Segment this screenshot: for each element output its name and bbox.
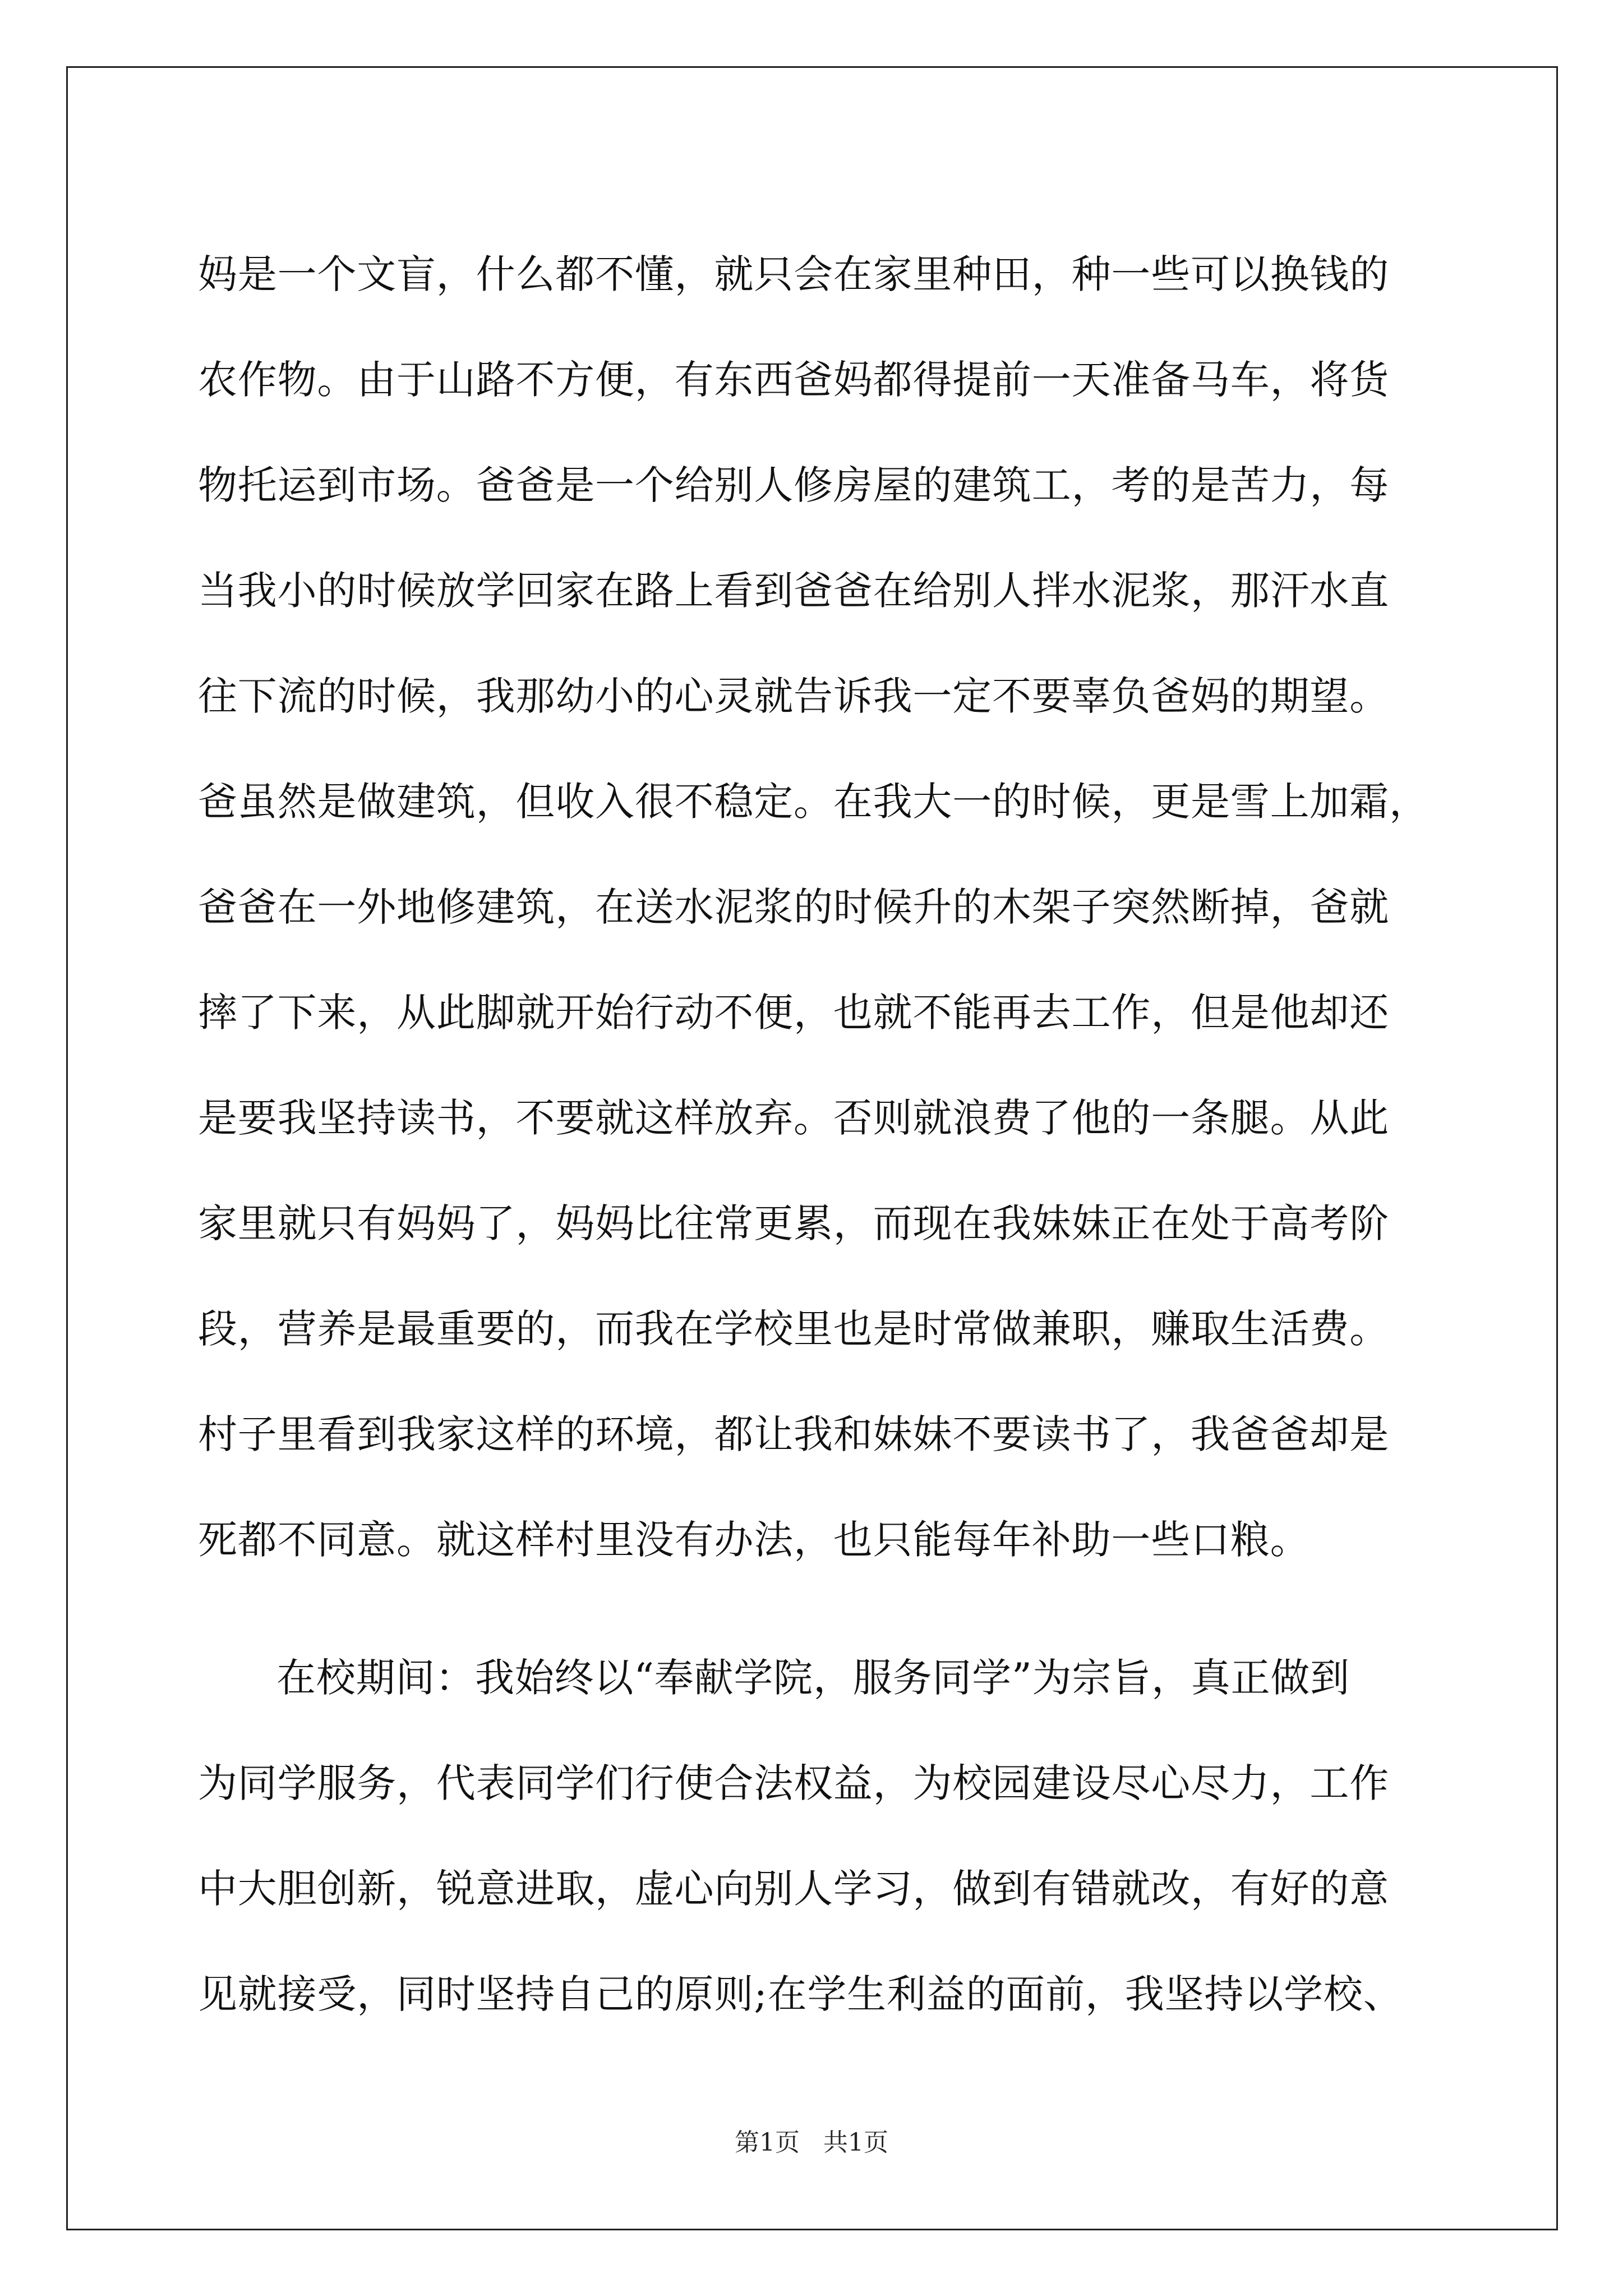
page-number: 第1页: [735, 2128, 800, 2157]
text-line: 死都不同意。就这样村里没有办法，也只能每年补助一些口粮。: [198, 1517, 1310, 1563]
paragraph-gap: [198, 1593, 1429, 1625]
text-line: 见就接受，同时坚持自己的原则;在学生利益的面前，我坚持以学校、: [198, 1971, 1403, 2017]
page-footer: [0, 2126, 1623, 2160]
text-line: 在校期间：我始终以“奉献学院，服务同学”为宗旨，真正做到: [276, 1655, 1350, 1701]
text-line: 物托运到市场。爸爸是一个给别人修房屋的建筑工，考的是苦力，每: [198, 462, 1389, 508]
text-line: 家里就只有妈妈了，妈妈比往常更累，而现在我妹妹正在处于高考阶: [198, 1200, 1389, 1246]
text-line: 爸爸在一外地修建筑，在送水泥浆的时候升的木架子突然断掉，爸就: [198, 884, 1389, 930]
text-line: 往下流的时候，我那幼小的心灵就告诉我一定不要辜负爸妈的期望。: [198, 673, 1389, 719]
text-line: 农作物。由于山路不方便，有东西爸妈都得提前一天准备马车，将货: [198, 357, 1389, 403]
page-total: 共1页: [823, 2128, 888, 2157]
text-line: 中大胆创新，锐意进取，虚心向别人学习，做到有错就改，有好的意: [198, 1866, 1389, 1912]
document-body: [198, 222, 1429, 2047]
text-line: 段，营养是最重要的，而我在学校里也是时常做兼职，赚取生活费。: [198, 1306, 1389, 1352]
text-line: 摔了下来，从此脚就开始行动不便，也就不能再去工作，但是他却还: [198, 990, 1389, 1036]
text-line: 妈是一个文盲，什么都不懂，就只会在家里种田，种一些可以换钱的: [198, 251, 1389, 297]
text-line: 爸虽然是做建筑，但收入很不稳定。在我大一的时候，更是雪上加霜，: [198, 779, 1429, 825]
text-line: 村子里看到我家这样的环境，都让我和妹妹不要读书了，我爸爸却是: [198, 1411, 1389, 1457]
text-line: 为同学服务，代表同学们行使合法权益，为校园建设尽心尽力，工作: [198, 1760, 1389, 1806]
text-line: 是要我坚持读书，不要就这样放弃。否则就浪费了他的一条腿。从此: [198, 1095, 1389, 1141]
text-line: 当我小的时候放学回家在路上看到爸爸在给别人拌水泥浆，那汗水直: [198, 568, 1389, 614]
